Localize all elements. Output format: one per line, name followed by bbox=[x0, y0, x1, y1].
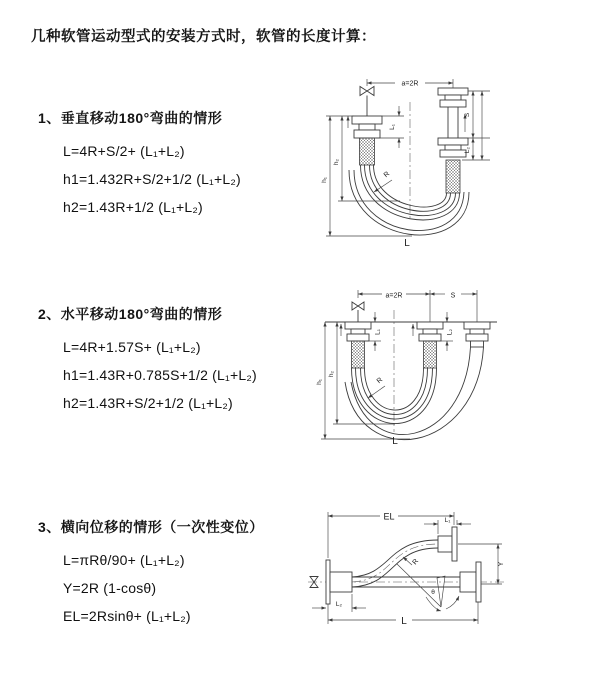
valve-icon bbox=[360, 87, 374, 117]
dim-label-L2: L₂ bbox=[335, 601, 343, 608]
label-theta: θ bbox=[431, 589, 435, 596]
dim-label-h1: h₁ bbox=[316, 379, 323, 385]
formula-line: h2=1.43R+S/2+1/2 (L₁+L₂) bbox=[63, 395, 233, 411]
label-L: L bbox=[392, 436, 398, 447]
dim-label-L1: L₁ bbox=[374, 329, 382, 335]
braid-section bbox=[352, 341, 365, 368]
dim-label-EL: EL bbox=[383, 511, 395, 522]
valve-icon bbox=[352, 302, 364, 322]
right-fitting-stack bbox=[438, 88, 468, 193]
label-L: L bbox=[404, 238, 410, 249]
dim-label-Y: Y bbox=[498, 561, 505, 567]
dimension-a2R bbox=[358, 290, 477, 322]
hose-s-curve bbox=[352, 540, 438, 587]
braid-section bbox=[360, 138, 375, 165]
dim-label-L1: L₁ bbox=[389, 124, 396, 130]
dim-label-a2R: a=2R bbox=[401, 80, 419, 88]
middle-fitting bbox=[417, 322, 443, 368]
right-fitting bbox=[460, 562, 481, 602]
formula-line: h1=1.432R+S/2+1/2 (L₁+L₂) bbox=[63, 171, 241, 187]
dim-label-S: S bbox=[464, 112, 471, 118]
formula-line: L=πRθ/90+ (L₁+L₂) bbox=[63, 552, 185, 568]
dim-label-h2: h₂ bbox=[328, 370, 335, 378]
dim-label-S: S bbox=[450, 292, 456, 300]
dim-label-L1: L₁ bbox=[444, 517, 451, 524]
left-fitting bbox=[352, 116, 382, 165]
dim-label-a2R: a=2R bbox=[385, 292, 403, 300]
dim-label-L2: L₂ bbox=[464, 146, 471, 154]
label-R: R bbox=[375, 376, 385, 386]
hose-u-bend bbox=[345, 347, 484, 440]
diagram-horizontal-180-bend bbox=[315, 282, 585, 454]
dimension-L1 bbox=[424, 517, 471, 534]
left-fitting bbox=[326, 560, 352, 604]
formula-line: Y=2R (1-cosθ) bbox=[63, 580, 157, 596]
formula-line: L=4R+1.57S+ (L₁+L₂) bbox=[63, 339, 201, 355]
formula-line: h2=1.43R+1/2 (L₁+L₂) bbox=[63, 199, 203, 215]
label-R: R bbox=[382, 170, 392, 180]
left-fitting bbox=[345, 322, 371, 368]
section-2-heading: 2、水平移动180°弯曲的情形 bbox=[38, 306, 223, 322]
dim-label-h1: h₁ bbox=[321, 177, 328, 183]
dimension-S bbox=[430, 293, 477, 300]
braid-section bbox=[424, 341, 437, 368]
dimension-L1 bbox=[376, 106, 404, 148]
braid-section bbox=[446, 160, 460, 193]
dim-label-h2: h₂ bbox=[333, 158, 340, 166]
dimension-EL bbox=[328, 512, 454, 559]
dimension-L bbox=[328, 602, 478, 627]
dim-label-L2: L₂ bbox=[446, 328, 454, 336]
dimension-a2R bbox=[367, 79, 453, 89]
dimension-L2 bbox=[312, 594, 366, 612]
section-3-heading: 3、横向位移的情形（一次性变位） bbox=[38, 519, 264, 535]
angle-construction bbox=[397, 564, 459, 611]
diagram-vertical-180-bend bbox=[312, 70, 597, 255]
dimension-L1 bbox=[367, 312, 382, 351]
section-2 bbox=[38, 304, 257, 417]
right-fitting bbox=[464, 322, 490, 347]
dim-label-L: L bbox=[401, 616, 407, 627]
radius-label bbox=[403, 557, 420, 566]
upper-fitting bbox=[438, 527, 457, 561]
label-R: R bbox=[411, 557, 421, 567]
formula-line: L=4R+S/2+ (L₁+L₂) bbox=[63, 143, 185, 159]
section-1-heading: 1、垂直移动180°弯曲的情形 bbox=[38, 110, 223, 126]
page-title: 几种软管运动型式的安装方式时，软管的长度计算： bbox=[31, 29, 376, 45]
dimension-L2 bbox=[439, 312, 454, 351]
diagram-lateral-displacement bbox=[300, 502, 595, 652]
section-1 bbox=[38, 108, 241, 221]
formula-line: EL=2Rsinθ+ (L₁+L₂) bbox=[63, 608, 191, 624]
section-3 bbox=[38, 517, 264, 630]
formula-line: h1=1.43R+0.785S+1/2 (L₁+L₂) bbox=[63, 367, 257, 383]
